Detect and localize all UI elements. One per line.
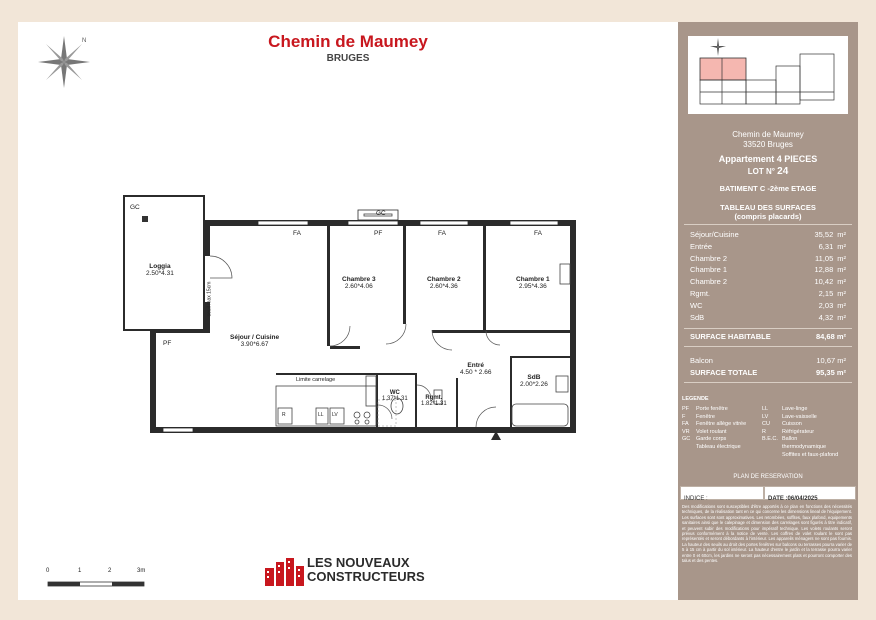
- scale-2: 2: [108, 568, 112, 574]
- surface-area: [819, 301, 846, 310]
- surface-unit: m²: [837, 300, 846, 310]
- legend-text: Garde corps: [696, 436, 727, 443]
- room-sdb: SdB 2.00*2.26: [520, 374, 548, 388]
- legend-text: Fenêtre: [696, 413, 715, 420]
- project-title: Chemin de Maumey: [268, 32, 428, 51]
- surface-row: [690, 289, 846, 298]
- surface-row: [690, 265, 846, 274]
- room-chambre-3: Chambre 3 2.60*4.06: [342, 276, 376, 290]
- legend-item: [762, 452, 838, 460]
- legend-item: [682, 429, 746, 437]
- surface-room: Chambre 1: [690, 265, 728, 275]
- surface-room: Entrée: [690, 241, 713, 251]
- legend-item: [762, 429, 838, 437]
- room-entree: Entré 4.50 * 2.66: [460, 362, 492, 376]
- surface-area: [814, 230, 846, 239]
- legend-text: Volet roulant: [696, 428, 727, 435]
- legend-abbr: R: [762, 428, 766, 435]
- surface-room: SdB: [690, 312, 705, 322]
- legend-abbr: FA: [682, 421, 689, 428]
- brand-logo-icon: [263, 556, 305, 586]
- legend-text: Fenêtre allège vitrée: [696, 421, 747, 428]
- surface-value: 2,03: [818, 300, 834, 310]
- legend-abbr: F: [682, 413, 686, 420]
- fa-tag-2: FA: [438, 230, 446, 237]
- surface-value: 4,32: [818, 312, 834, 322]
- surface-unit: m²: [837, 253, 846, 263]
- surface-value: 2,15: [818, 289, 834, 298]
- pf-tag-1: PF: [374, 230, 383, 237]
- lot-number: LOT N° 24: [747, 166, 789, 177]
- habitable-row: SURFACE HABITABLE 84,68 m²: [690, 332, 846, 341]
- legend-left-column: [682, 406, 746, 452]
- legend-item: [682, 414, 746, 422]
- legend-text: Tableau électrique: [696, 443, 741, 450]
- surface-value: 10,42: [814, 277, 834, 287]
- plan-windows: [163, 210, 558, 432]
- legend-item: [682, 406, 746, 414]
- legend-item: [762, 444, 838, 452]
- divider: [684, 224, 852, 225]
- surface-row: [690, 313, 846, 322]
- fa-tag-3: FA: [534, 230, 542, 237]
- surface-row: [690, 230, 846, 239]
- legend-abbr: B.E.C.: [762, 436, 778, 443]
- legend-item: [682, 444, 746, 452]
- room-rgmt: Rgmt. 1.82*1.31: [421, 395, 447, 407]
- surface-value: 12,88: [814, 265, 834, 275]
- legend-item: [682, 421, 746, 429]
- room-wc: WC 1.37*1.31: [382, 390, 408, 402]
- svg-text:N: N: [82, 38, 87, 44]
- surface-area: [814, 277, 846, 286]
- panel-address-2: 33520 Bruges: [743, 140, 793, 149]
- legend-abbr: GC: [682, 436, 691, 443]
- tile-limit-label: Limite carrelage: [296, 377, 336, 383]
- legend-item: [682, 436, 746, 444]
- surface-area: [819, 313, 846, 322]
- fridge-tag: R: [282, 412, 286, 418]
- legend-text: Réfrigérateur: [782, 428, 815, 435]
- gc-tag-top: GC: [376, 210, 386, 217]
- table-title: TABLEAU DES SURFACES: [720, 203, 816, 212]
- legend-abbr: PF: [682, 406, 690, 412]
- legend-item: [762, 436, 838, 444]
- surface-unit: m²: [837, 230, 846, 239]
- surface-row: [690, 277, 846, 286]
- disclaimer-notes: Des modifications sont susceptibles d'être apportés à ce plan en fonctions des nécessités techniques, de la réalisation tant en ce qui concerne les dimensions lineal de l'équipement. Les surfaces sont sont approximatives. Les retombées, soffites, faux plafond, equipements sanitaires ainsi que le calepinage et dimension des carrelages sont figurés à titre indicatif, et peuvent subir des modifications pour impératif technique. Les volets roulants seront prévus conformément à la notice de vente. Les coffres de volet roulant le sont pas représentés et seront débordants à l'intérieur. Les appareils ménagers ne sont pas fournis. La hauteur des seuils au droit des portes fenêtres sur balcons ou terrasses pourra varier de 5 à 15 cm à partir du sol intérieur. La hauteur d'entre le jardin et la terrasse pourra varier entre 0 et 60cm, les jardins ne seront pas nécessairement plats et pourront comporter des talus et des pentes.: [682, 504, 852, 564]
- legend-abbr: LL: [762, 406, 769, 412]
- surface-area: [814, 265, 846, 274]
- legend-text: Soffites et faux-plafond: [782, 451, 839, 458]
- surface-unit: m²: [837, 312, 846, 322]
- surface-row: [690, 242, 846, 251]
- legend-text: thermodynamique: [782, 443, 827, 450]
- room-chambre-1: Chambre 1 2.95*4.36: [516, 276, 550, 290]
- legend-item: [762, 421, 838, 429]
- legend-abbr: CU: [762, 421, 770, 428]
- legend-item: [762, 414, 838, 422]
- fa-tag-1: FA: [293, 230, 301, 237]
- legend-abbr: VR: [682, 428, 690, 435]
- surface-room: Rgmt.: [690, 289, 711, 298]
- legend-right-column: [762, 406, 838, 459]
- index-box: INDICE :: [680, 486, 764, 500]
- table-subtitle: (compris placards): [734, 212, 802, 221]
- divider: [684, 346, 852, 347]
- dishwasher-tag: LV: [332, 412, 338, 418]
- balcony-row: Balcon 10,67 m²: [690, 356, 846, 365]
- scale-3: 3m: [137, 568, 146, 574]
- panel-address-1: Chemin de Maumey: [732, 130, 804, 139]
- date-box: DATE :06/04/2025: [764, 486, 856, 500]
- plan-walls: [124, 196, 576, 433]
- legend-text: Lave-linge: [782, 406, 808, 412]
- legend-text: Lave-vaisselle: [782, 413, 817, 420]
- site-plan-thumbnail: [688, 36, 848, 114]
- room-sejour: Séjour / Cuisine 3.90*6.67: [230, 334, 280, 348]
- legend-text: Ballon: [782, 436, 798, 443]
- surface-row: [690, 301, 846, 310]
- surface-room: WC: [690, 300, 703, 310]
- surface-value: 11,05: [815, 253, 834, 263]
- surface-area: [819, 289, 846, 298]
- surface-room: Chambre 2: [690, 253, 728, 263]
- pf-tag-2: PF: [163, 340, 172, 347]
- surface-area: [819, 242, 846, 251]
- scale-bar: [44, 576, 154, 590]
- legend-text: Cuisson: [782, 421, 802, 428]
- railing-marker: [142, 216, 148, 222]
- surface-area: [815, 254, 846, 263]
- room-loggia: Loggia 2.50*4.31: [146, 263, 174, 277]
- room-chambre-2: Chambre 2 2.60*4.36: [427, 276, 461, 290]
- surface-value: 35,52: [814, 230, 834, 239]
- building-floor: BATIMENT C -2ème ETAGE: [719, 184, 817, 193]
- project-city: BRUGES: [326, 53, 370, 64]
- surface-unit: m²: [837, 241, 846, 251]
- scale-0: 0: [46, 568, 50, 574]
- soffit-hatch: [378, 400, 396, 426]
- washer-tag: LL: [318, 412, 324, 418]
- legend-item: [762, 406, 838, 414]
- sill-note: seuil max 15cm: [206, 281, 213, 317]
- surface-row: [690, 254, 846, 263]
- divider: [684, 328, 852, 329]
- surface-unit: m²: [837, 277, 846, 287]
- surface-room: Séjour/Cuisine: [690, 230, 739, 239]
- brand-name: LES NOUVEAUX CONSTRUCTEURS: [307, 555, 425, 584]
- scale-1: 1: [78, 568, 82, 574]
- total-row: SURFACE TOTALE 95,35 m²: [690, 368, 846, 377]
- legend-title: LEGENDE: [682, 396, 709, 402]
- surface-value: 6,31: [818, 241, 834, 251]
- legend: [680, 394, 856, 464]
- reservation-label: PLAN DE RESERVATION: [733, 474, 803, 480]
- surface-room: Chambre 2: [690, 277, 728, 287]
- apartment-type: Appartement 4 PIECES: [718, 154, 818, 164]
- legend-text: Porte fenêtre: [696, 406, 728, 412]
- surface-unit: m²: [837, 289, 846, 298]
- gc-tag-loggia: GC: [130, 204, 140, 211]
- surface-unit: m²: [837, 265, 846, 275]
- divider: [684, 382, 852, 383]
- legend-abbr: LV: [762, 413, 769, 420]
